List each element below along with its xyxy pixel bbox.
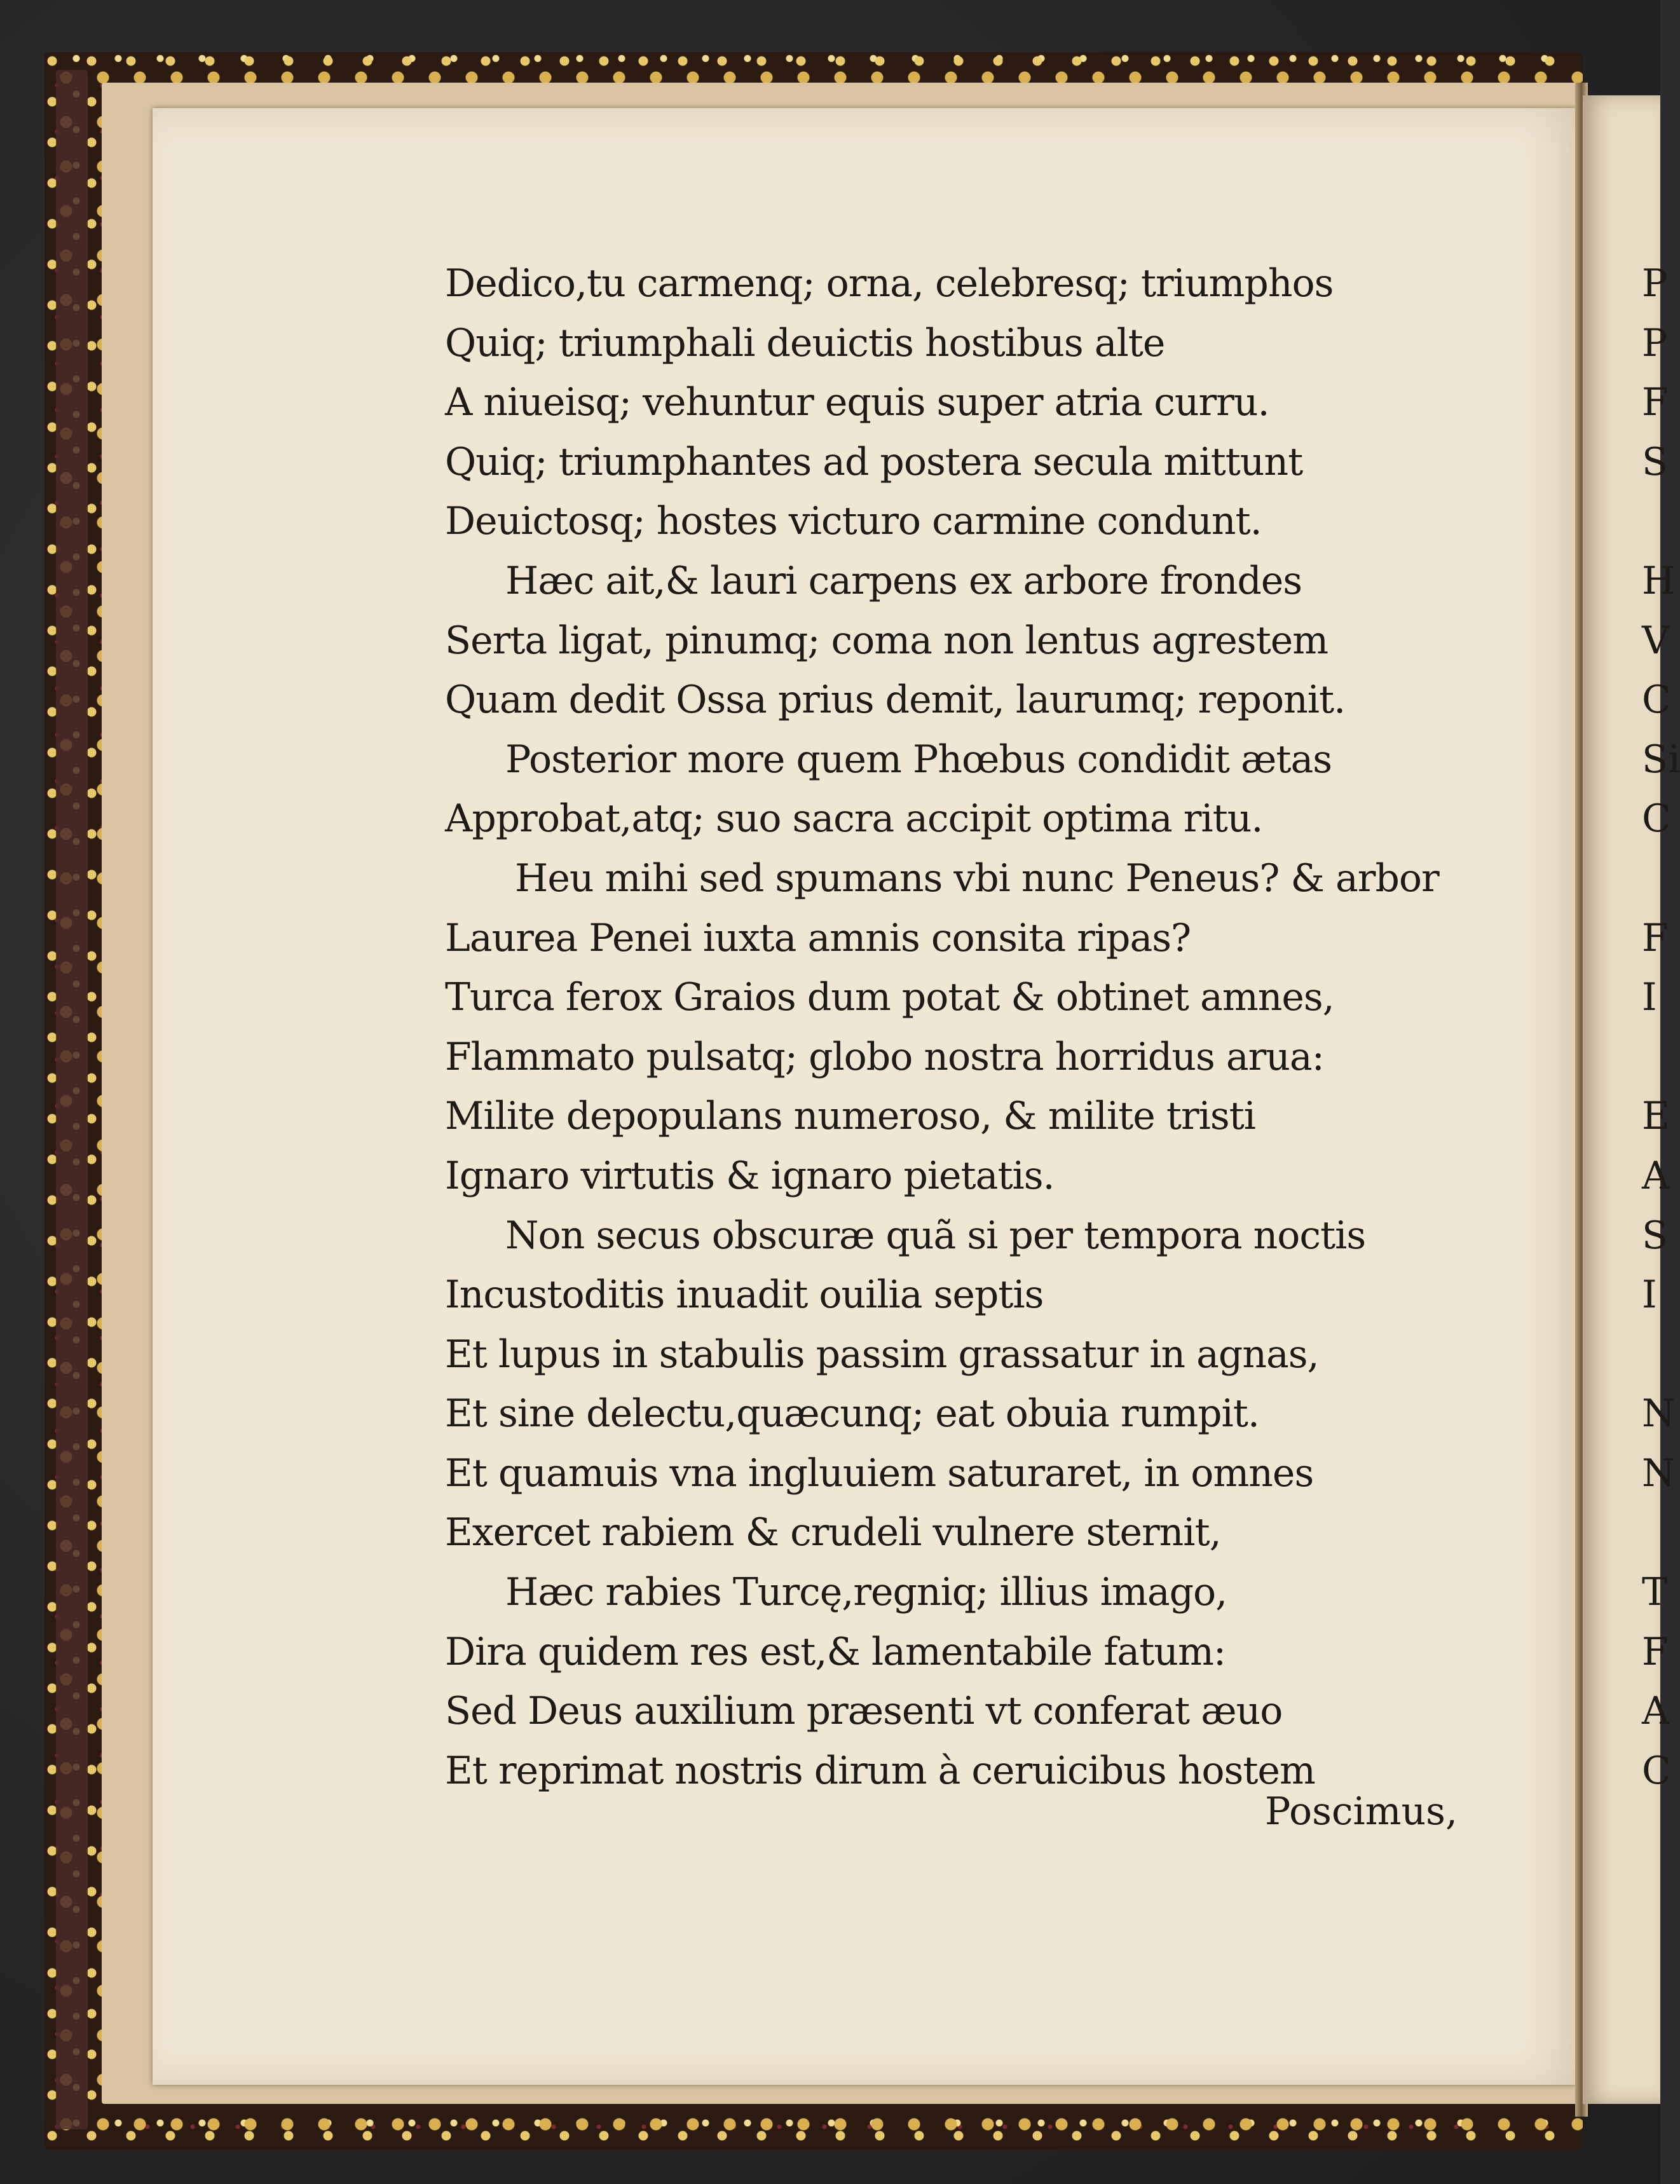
poem-line: Flammato pulsatq; globo nostra horridus arua: — [445, 1034, 1324, 1079]
facing-page-line: H — [1642, 558, 1676, 603]
facing-page-line: N — [1642, 1450, 1676, 1496]
facing-page-line: Si — [1642, 737, 1680, 782]
poem-line: Quiq; triumphantes ad postera secula mittunt — [445, 439, 1303, 484]
facing-page-line: F — [1642, 915, 1669, 960]
poem-line: Dira quidem res est,& lamentabile fatum: — [445, 1629, 1226, 1674]
poem-line: Et reprimat nostris dirum à ceruicibus hostem — [445, 1748, 1315, 1793]
poem-line: Et quamuis vna ingluuiem saturaret, in omnes — [445, 1450, 1314, 1496]
poem-line: Hæc rabies Turcę,regniq; illius imago, — [505, 1570, 1227, 1615]
facing-page-line: I — [1642, 1273, 1657, 1318]
poem-line: Hæc ait,& lauri carpens ex arbore frondes — [505, 558, 1302, 603]
facing-page-line — [1642, 492, 1660, 552]
poem-line: Exercet rabiem & crudeli vulnere sternit, — [445, 1510, 1221, 1555]
cover-spine-edge — [56, 70, 88, 2129]
facing-page-line: C — [1642, 1748, 1671, 1793]
poem-line: Dedico,tu carmenq; orna, celebresq; triumphos — [445, 261, 1334, 306]
facing-page-line: C — [1642, 678, 1671, 723]
facing-page-line — [1642, 849, 1660, 909]
poem-line: Incustoditis inuadit ouilia septis — [445, 1273, 1044, 1318]
catchword: Poscimus, — [1265, 1789, 1458, 1834]
facing-page-line: I — [1642, 975, 1657, 1020]
facing-page-line: A — [1642, 1153, 1670, 1198]
facing-page-line — [1642, 1028, 1660, 1088]
poem-line: Deuictosq; hostes victuro carmine condunt. — [445, 499, 1262, 544]
facing-page-line: S — [1642, 439, 1669, 484]
facing-page-line: V — [1642, 618, 1670, 663]
poem-line: Non secus obscuræ quã si per tempora noctis — [505, 1213, 1366, 1258]
facing-page-line: F — [1642, 1629, 1669, 1674]
facing-page-line: S — [1642, 1213, 1669, 1258]
facing-page-text — [1642, 254, 1680, 1801]
poem-line: A niueisq; vehuntur equis super atria curru. — [445, 380, 1269, 425]
facing-page-line: N — [1642, 1391, 1676, 1437]
poem-line: Heu mihi sed spumans vbi nunc Peneus? & arbor — [515, 856, 1439, 901]
poem-line: Approbat,atq; suo sacra accipit optima ritu. — [445, 796, 1263, 842]
facing-page-line: F — [1642, 380, 1669, 425]
poem-line: Posterior more quem Phœbus condidit ætas — [505, 737, 1332, 782]
facing-page-line: P — [1642, 261, 1668, 306]
facing-page-line: C — [1642, 796, 1671, 842]
facing-page-line: A — [1642, 1689, 1670, 1734]
poem-line: Laurea Penei iuxta amnis consita ripas? — [445, 915, 1191, 960]
facing-page-line: E — [1642, 1094, 1670, 1139]
poem-text — [445, 254, 1494, 1801]
poem-line: Milite depopulans numeroso, & milite tristi — [445, 1094, 1255, 1139]
poem-line: Et sine delectu,quæcunq; eat obuia rumpit. — [445, 1391, 1259, 1437]
poem-line: Turca ferox Graios dum potat & obtinet amnes, — [445, 975, 1334, 1020]
poem-line: Sed Deus auxilium præsenti vt conferat æuo — [445, 1689, 1283, 1734]
poem-line: Quiq; triumphali deuictis hostibus alte — [445, 320, 1165, 365]
facing-page-line — [1642, 1325, 1660, 1385]
facing-page-line: T — [1642, 1570, 1668, 1615]
poem-line: Quam dedit Ossa prius demit, laurumq; reponit. — [445, 678, 1346, 723]
poem-line: Serta ligat, pinumq; coma non lentus agrestem — [445, 618, 1328, 663]
facing-page-line — [1642, 1503, 1660, 1563]
poem-line: Ignaro virtutis & ignaro pietatis. — [445, 1153, 1055, 1198]
facing-page-line: P — [1642, 320, 1668, 365]
poem-line: Et lupus in stabulis passim grassatur in agnas, — [445, 1332, 1319, 1377]
